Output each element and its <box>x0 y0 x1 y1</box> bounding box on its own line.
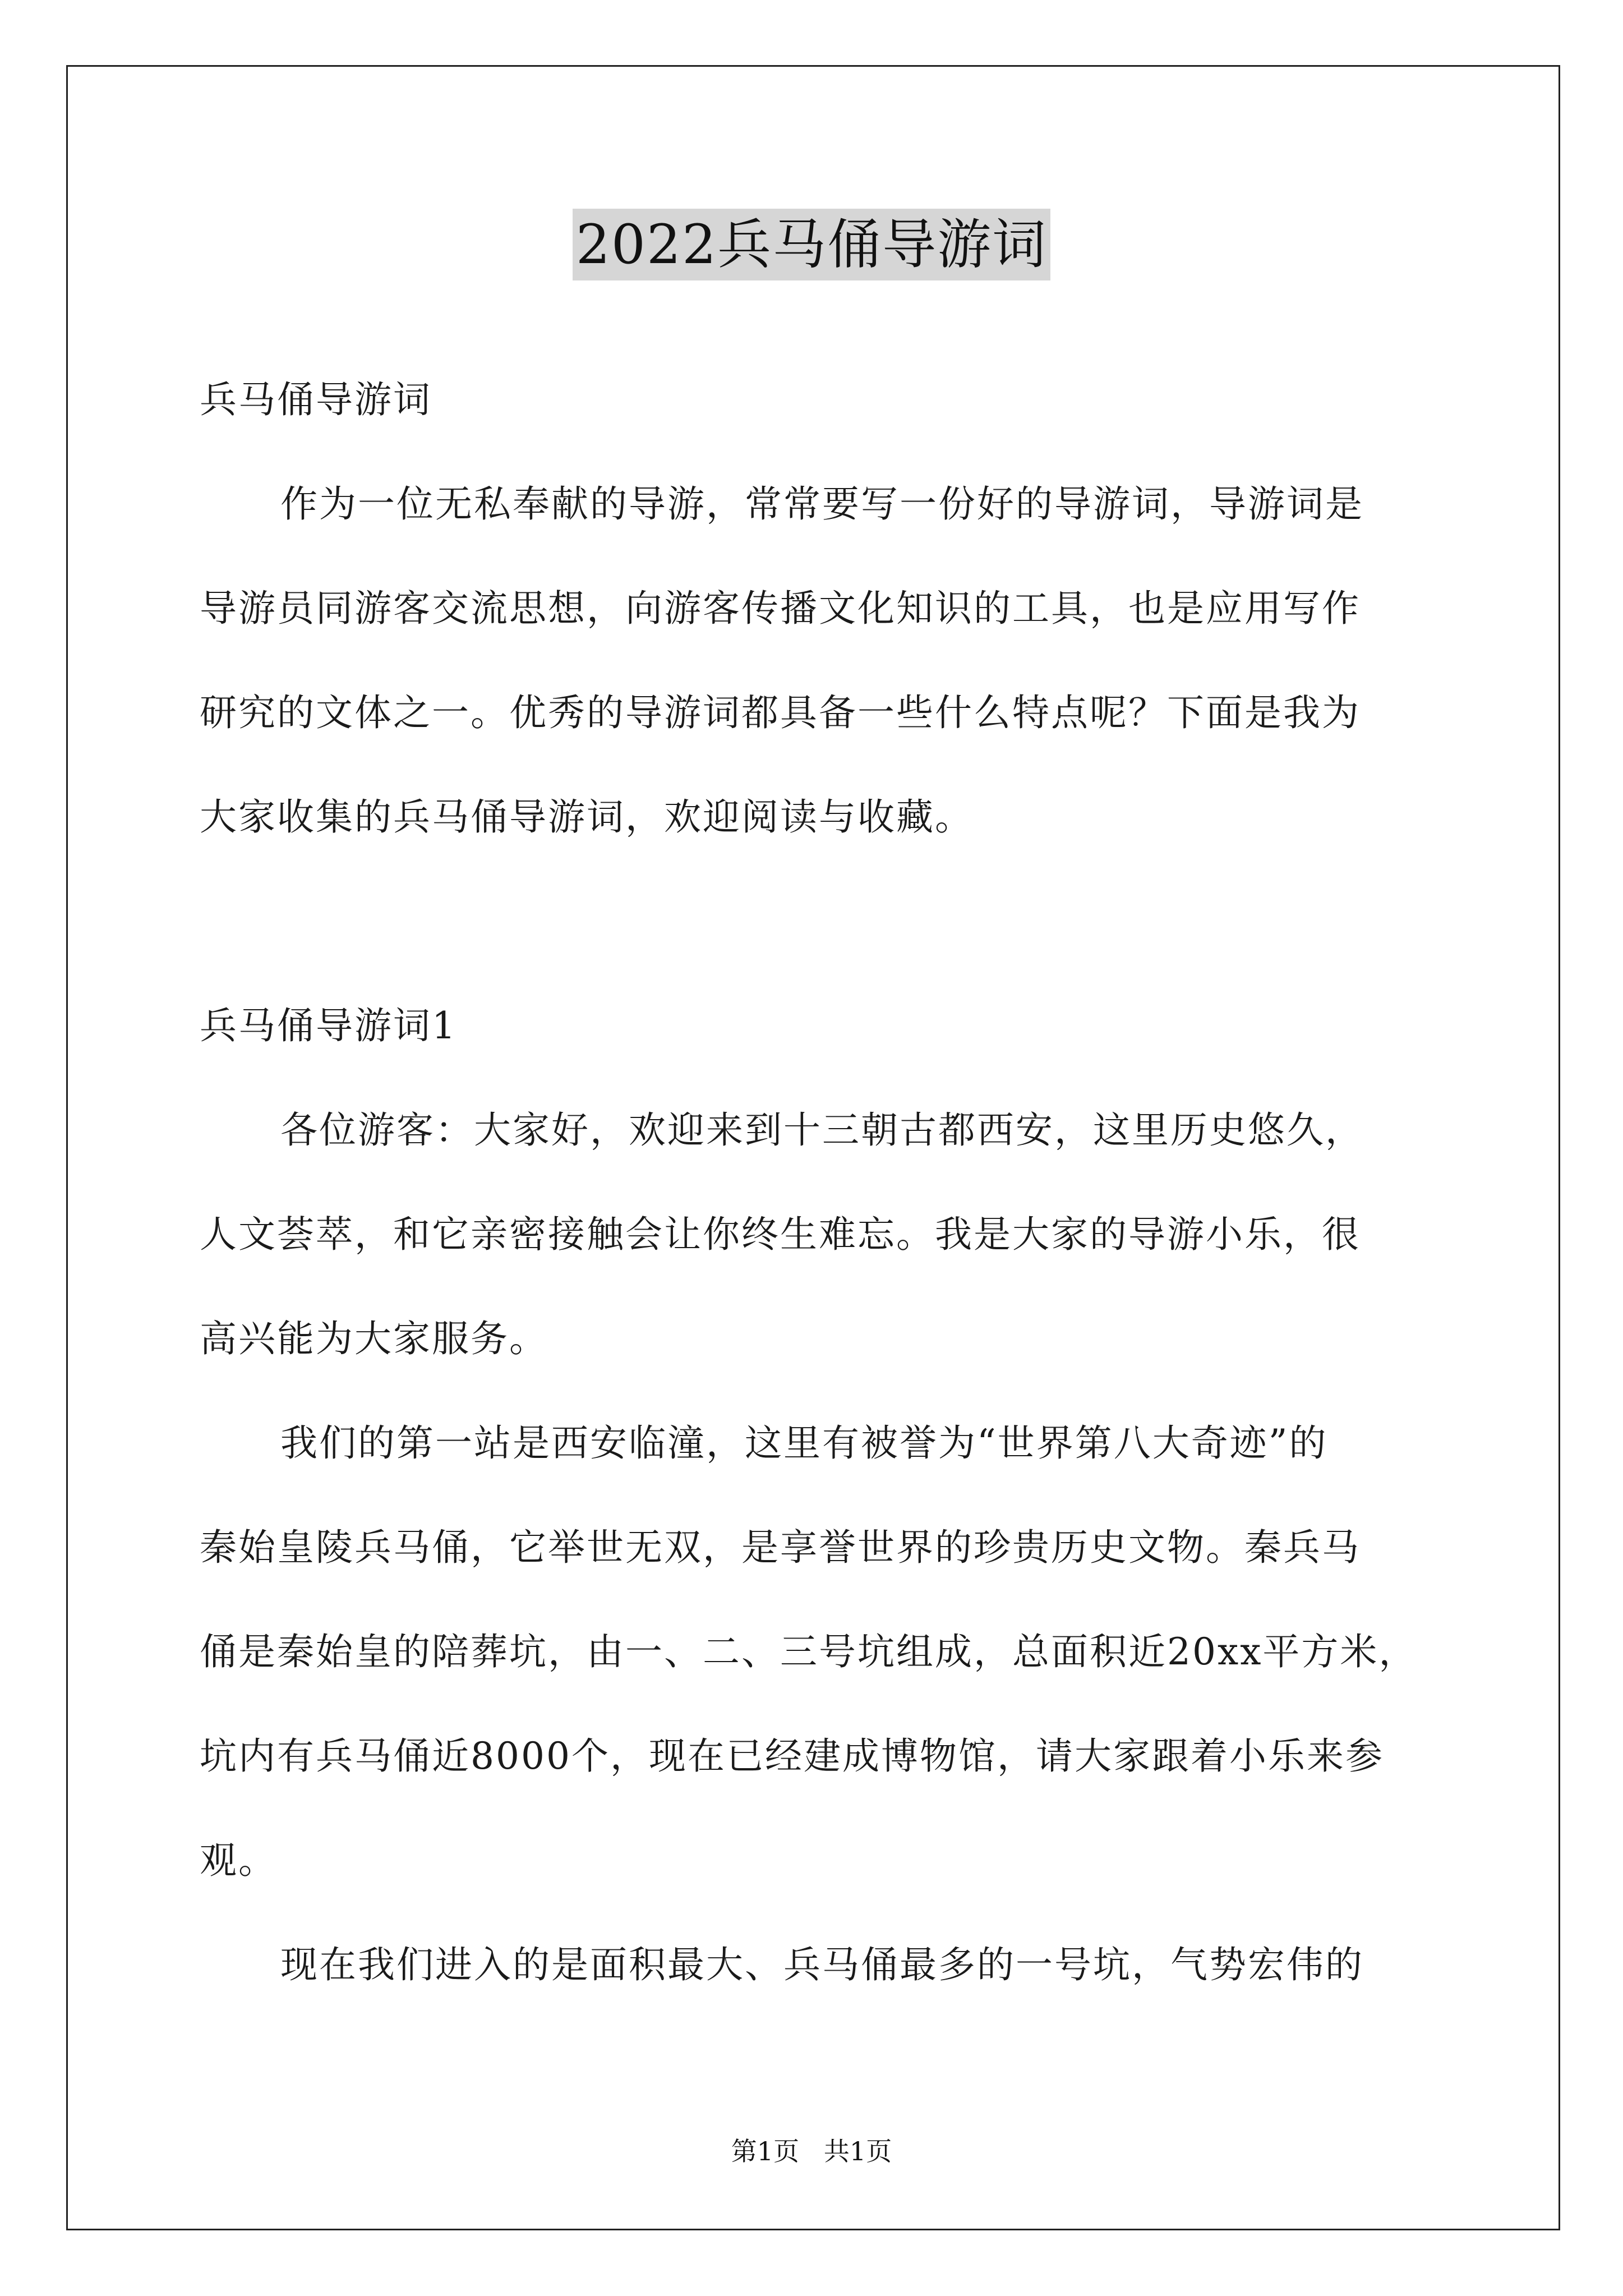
paragraph-line: 研究的文体之一。优秀的导游词都具备一些什么特点呢？下面是我为 <box>200 691 1361 734</box>
intro-heading: 兵马俑导游词 <box>200 378 432 421</box>
paragraph-line: 坑内有兵马俑近8000个，现在已经建成博物馆，请大家跟着小乐来参 <box>200 1734 1384 1778</box>
section1-paragraph-1 <box>200 1078 1428 1391</box>
paragraph-line: 秦始皇陵兵马俑，它举世无双，是享誉世界的珍贵历史文物。秦兵马 <box>200 1526 1361 1569</box>
section1-heading: 兵马俑导游词1 <box>200 1004 457 1047</box>
paragraph-line: 导游员同游客交流思想，向游客传播文化知识的工具，也是应用写作 <box>200 587 1361 630</box>
paragraph-line: 作为一位无私奉献的导游，常常要写一份好的导游词，导游词是 <box>280 482 1364 526</box>
page-footer <box>0 2134 1623 2168</box>
paragraph-line: 高兴能为大家服务。 <box>200 1317 548 1360</box>
paragraph-line: 观。 <box>200 1839 277 1882</box>
title-container <box>0 209 1623 280</box>
paragraph-line: 人文荟萃，和它亲密接触会让你终生难忘。我是大家的导游小乐，很 <box>200 1213 1361 1256</box>
intro-paragraph <box>200 452 1428 869</box>
document-title: 2022兵马俑导游词 <box>573 209 1050 280</box>
paragraph-line: 各位游客：大家好，欢迎来到十三朝古都西安，这里历史悠久， <box>280 1108 1364 1152</box>
paragraph-line: 大家收集的兵马俑导游词，欢迎阅读与收藏。 <box>200 795 974 839</box>
paragraph-line: 现在我们进入的是面积最大、兵马俑最多的一号坑，气势宏伟的 <box>280 1943 1364 1986</box>
paragraph-line: 我们的第一站是西安临潼，这里有被誉为“世界第八大奇迹”的 <box>280 1421 1328 1465</box>
document-body <box>200 348 1428 2017</box>
section1-paragraph-2 <box>200 1391 1428 1913</box>
page-number: 第1页 共1页 <box>731 2136 892 2166</box>
section-spacer <box>200 869 1428 974</box>
paragraph-line: 俑是秦始皇的陪葬坑，由一、二、三号坑组成，总面积近20xx平方米， <box>200 1630 1418 1673</box>
section1-paragraph-3 <box>200 1913 1428 2017</box>
